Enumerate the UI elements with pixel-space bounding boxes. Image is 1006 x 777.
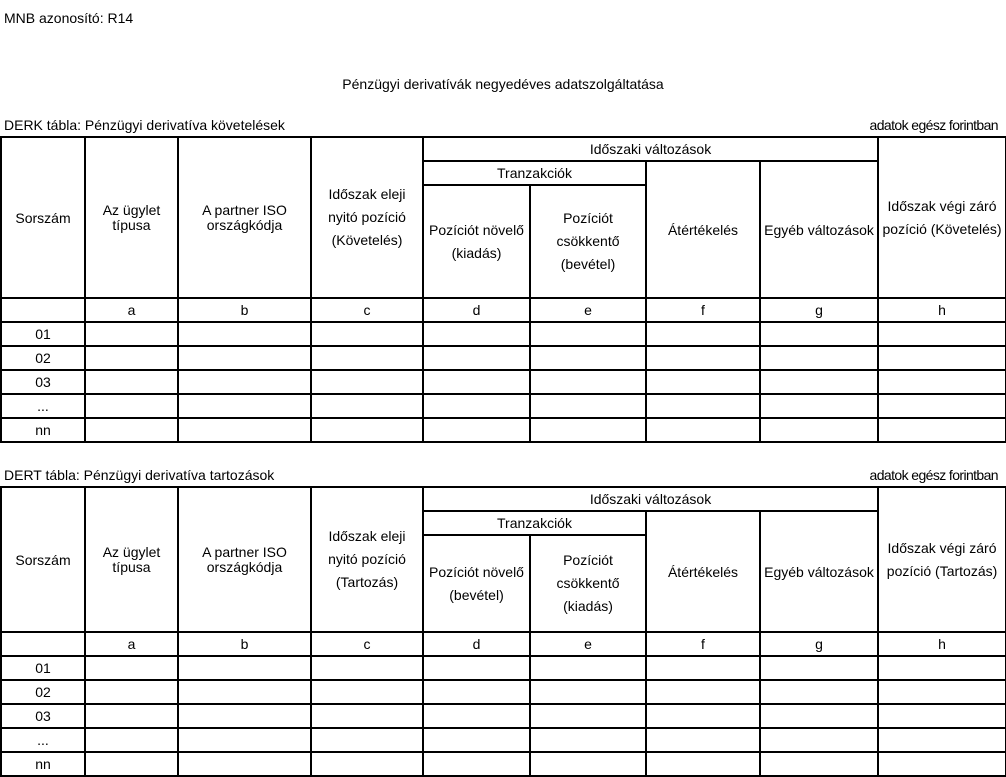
data-cell[interactable] [311, 704, 423, 728]
data-cell[interactable] [423, 370, 530, 394]
data-cell[interactable] [878, 370, 1006, 394]
letter-a: a [85, 298, 178, 322]
data-cell[interactable] [760, 752, 878, 776]
header-pozicio-novelo: Pozíciót növelő (bevétel) [423, 535, 530, 632]
row-number: 03 [1, 704, 85, 728]
data-cell[interactable] [530, 656, 646, 680]
data-cell[interactable] [178, 418, 311, 442]
mnb-identifier: MNB azonosító: R14 [4, 10, 134, 26]
header-ugylet-tipusa: Az ügylet típusa [85, 137, 178, 298]
header-idoszaki-valtozasok: Időszaki változások [423, 487, 878, 511]
data-cell[interactable] [423, 346, 530, 370]
header-egyeb-valtozasok: Egyéb változások [760, 161, 878, 298]
data-cell[interactable] [85, 370, 178, 394]
data-cell[interactable] [423, 704, 530, 728]
row-number: 02 [1, 680, 85, 704]
header-pozicio-csokkento: Pozíciót csökkentő (kiadás) [530, 535, 646, 632]
data-cell[interactable] [646, 346, 760, 370]
data-cell[interactable] [530, 346, 646, 370]
unit-note-dert: adatok egész forintban [869, 467, 998, 483]
unit-note-derk: adatok egész forintban [869, 117, 998, 133]
header-atertekeles: Átértékelés [646, 511, 760, 632]
letter-d: d [423, 298, 530, 322]
letter-d: d [423, 632, 530, 656]
data-cell[interactable] [85, 752, 178, 776]
row-number: 01 [1, 656, 85, 680]
row-number: nn [1, 418, 85, 442]
data-cell[interactable] [760, 418, 878, 442]
data-cell[interactable] [178, 752, 311, 776]
row-number: ... [1, 394, 85, 418]
header-pozicio-csokkento: Pozíciót csökkentő (bevétel) [530, 185, 646, 298]
data-cell[interactable] [760, 656, 878, 680]
header-sorszam: Sorszám [1, 137, 85, 298]
data-cell[interactable] [530, 728, 646, 752]
data-cell[interactable] [760, 370, 878, 394]
data-cell[interactable] [423, 752, 530, 776]
header-tranzakciok: Tranzakciók [423, 511, 646, 535]
letter-b: b [178, 298, 311, 322]
data-cell[interactable] [423, 728, 530, 752]
data-cell[interactable] [178, 322, 311, 346]
data-cell[interactable] [85, 728, 178, 752]
header-partner-iso: A partner ISO országkódja [178, 487, 311, 632]
data-cell[interactable] [646, 418, 760, 442]
data-cell[interactable] [760, 704, 878, 728]
row-number: nn [1, 752, 85, 776]
data-cell[interactable] [423, 322, 530, 346]
table-row [1, 656, 1006, 680]
data-cell[interactable] [178, 680, 311, 704]
row-number: ... [1, 728, 85, 752]
data-cell[interactable] [311, 680, 423, 704]
data-cell[interactable] [311, 370, 423, 394]
data-cell[interactable] [423, 418, 530, 442]
data-cell[interactable] [311, 752, 423, 776]
data-cell[interactable] [178, 704, 311, 728]
data-cell[interactable] [760, 322, 878, 346]
table-row [1, 704, 1006, 728]
letter-f: f [646, 632, 760, 656]
letter-f: f [646, 298, 760, 322]
data-cell[interactable] [178, 370, 311, 394]
letter-g: g [760, 632, 878, 656]
data-cell[interactable] [646, 680, 760, 704]
letter-h: h [878, 298, 1006, 322]
data-cell[interactable] [878, 728, 1006, 752]
header-partner-iso: A partner ISO országkódja [178, 137, 311, 298]
data-cell[interactable] [311, 346, 423, 370]
header-nyito-pozicio: Időszak eleji nyitó pozíció (Tartozás) [311, 487, 423, 632]
data-cell[interactable] [85, 656, 178, 680]
data-cell[interactable] [760, 680, 878, 704]
letter-empty [1, 298, 85, 322]
data-cell[interactable] [530, 370, 646, 394]
data-cell[interactable] [311, 418, 423, 442]
data-cell[interactable] [178, 656, 311, 680]
data-cell[interactable] [878, 704, 1006, 728]
letter-c: c [311, 298, 423, 322]
data-cell[interactable] [85, 704, 178, 728]
table-row [1, 418, 1006, 442]
table-name-derk: DERK tábla: Pénzügyi derivatíva követelések [4, 117, 285, 133]
data-cell[interactable] [311, 394, 423, 418]
row-number: 02 [1, 346, 85, 370]
letter-h: h [878, 632, 1006, 656]
table-name-dert: DERT tábla: Pénzügyi derivatíva tartozások [4, 467, 275, 483]
table-row [1, 728, 1006, 752]
letter-e: e [530, 632, 646, 656]
data-cell[interactable] [85, 346, 178, 370]
header-zaro-pozicio: Időszak végi záró pozíció (Követelés) [878, 137, 1006, 298]
table-row [1, 680, 1006, 704]
data-cell[interactable] [178, 346, 311, 370]
data-cell[interactable] [878, 418, 1006, 442]
letter-e: e [530, 298, 646, 322]
data-cell[interactable] [530, 394, 646, 418]
data-cell[interactable] [85, 322, 178, 346]
data-cell[interactable] [878, 680, 1006, 704]
data-cell[interactable] [178, 394, 311, 418]
data-cell[interactable] [85, 394, 178, 418]
data-cell[interactable] [646, 752, 760, 776]
letter-empty [1, 632, 85, 656]
data-cell[interactable] [423, 680, 530, 704]
data-cell[interactable] [423, 656, 530, 680]
data-cell[interactable] [878, 394, 1006, 418]
data-cell[interactable] [311, 322, 423, 346]
header-pozicio-novelo: Pozíciót növelő (kiadás) [423, 185, 530, 298]
data-cell[interactable] [178, 728, 311, 752]
dert-table [0, 486, 1006, 777]
letter-b: b [178, 632, 311, 656]
data-cell[interactable] [878, 656, 1006, 680]
data-cell[interactable] [760, 394, 878, 418]
data-cell[interactable] [646, 704, 760, 728]
data-cell[interactable] [85, 680, 178, 704]
data-cell[interactable] [878, 322, 1006, 346]
data-cell[interactable] [530, 418, 646, 442]
data-cell[interactable] [85, 418, 178, 442]
data-cell[interactable] [760, 728, 878, 752]
table-row [1, 394, 1006, 418]
data-cell[interactable] [423, 394, 530, 418]
header-sorszam: Sorszám [1, 487, 85, 632]
table-row [1, 752, 1006, 776]
data-cell[interactable] [878, 752, 1006, 776]
data-cell[interactable] [646, 322, 760, 346]
data-cell[interactable] [530, 680, 646, 704]
header-atertekeles: Átértékelés [646, 161, 760, 298]
row-number: 03 [1, 370, 85, 394]
data-cell[interactable] [878, 346, 1006, 370]
row-number: 01 [1, 322, 85, 346]
data-cell[interactable] [311, 656, 423, 680]
header-zaro-pozicio: Időszak végi záró pozíció (Tartozás) [878, 487, 1006, 632]
header-egyeb-valtozasok: Egyéb változások [760, 511, 878, 632]
letter-c: c [311, 632, 423, 656]
header-idoszaki-valtozasok: Időszaki változások [423, 137, 878, 161]
table-row [1, 370, 1006, 394]
data-cell[interactable] [311, 728, 423, 752]
table-row [1, 346, 1006, 370]
data-cell[interactable] [646, 656, 760, 680]
data-cell[interactable] [530, 752, 646, 776]
data-cell[interactable] [646, 728, 760, 752]
data-cell[interactable] [530, 704, 646, 728]
data-cell[interactable] [646, 370, 760, 394]
letter-a: a [85, 632, 178, 656]
data-cell[interactable] [530, 322, 646, 346]
header-ugylet-tipusa: Az ügylet típusa [85, 487, 178, 632]
derk-table [0, 136, 1006, 443]
header-nyito-pozicio: Időszak eleji nyitó pozíció (Követelés) [311, 137, 423, 298]
data-cell[interactable] [646, 394, 760, 418]
letter-g: g [760, 298, 878, 322]
table-row [1, 322, 1006, 346]
header-tranzakciok: Tranzakciók [423, 161, 646, 185]
data-cell[interactable] [760, 346, 878, 370]
document-title: Pénzügyi derivatívák negyedéves adatszolgáltatása [342, 76, 664, 92]
